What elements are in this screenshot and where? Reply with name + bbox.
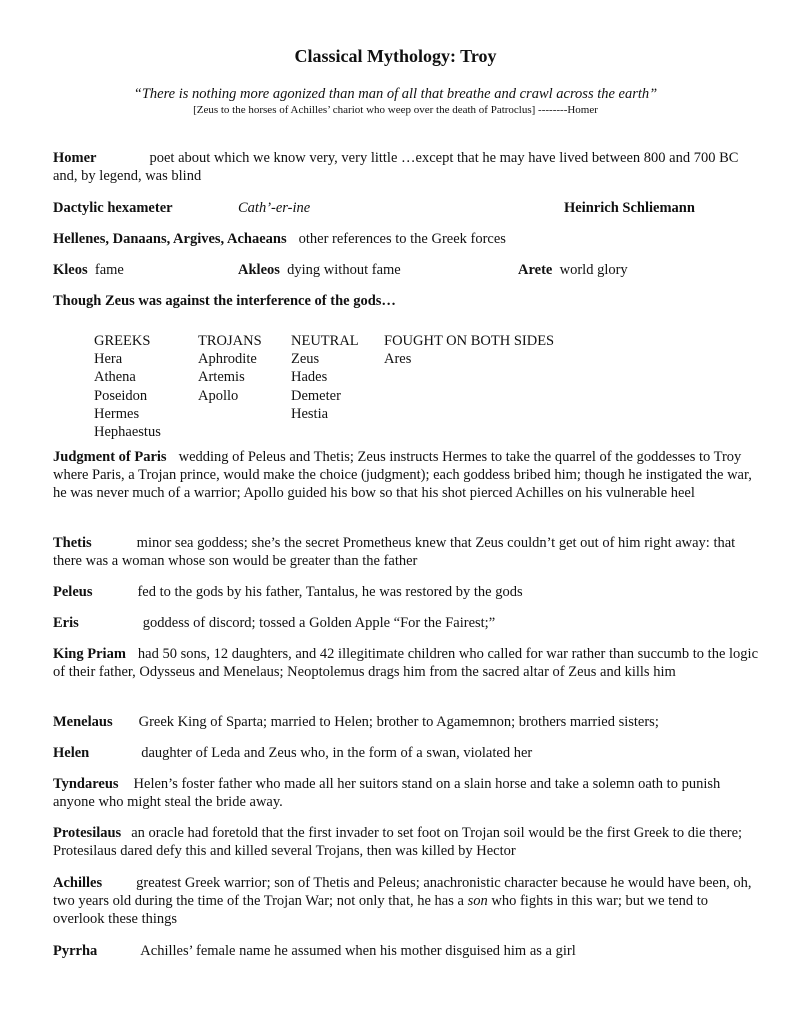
term: Akleos [238, 262, 280, 278]
god-name: Zeus [291, 351, 320, 368]
god-name: Athena [94, 369, 136, 386]
column-neutral [291, 332, 359, 423]
column-trojans [198, 332, 262, 405]
god-name: Hephaestus [94, 424, 161, 441]
entry-homer [53, 149, 759, 185]
term: Kleos [53, 262, 88, 278]
term: King Priam [53, 646, 126, 662]
god-name: Aphrodite [198, 351, 257, 368]
definition: minor sea goddess; she’s the secret Prometheus knew that Zeus couldn’t get out of him right away: that there was a woman whose son would be greater than the father [53, 535, 736, 569]
definition: dying without fame [287, 262, 401, 278]
pronunciation: Cath’-er-ine [238, 200, 311, 216]
definition: daughter of Leda and Zeus who, in the form of a swan, violated her [141, 745, 533, 761]
column-header: GREEKS [94, 333, 151, 349]
term: Thetis [53, 535, 92, 551]
definition-continued: who fights in this war; but we tend to overlook these things [53, 893, 709, 927]
term: Protesilaus [53, 825, 122, 841]
definition: wedding of Peleus and Thetis; Zeus instructs Hermes to take the quarrel of the goddesses to Troy where Paris, a Trojan prince, would make the choice (judgment); each goddess bribed him; though he instigated the war, he was never much of a warrior; Apollo guided his bow so that his shot pierced Achilles on his vulnerable heel [53, 449, 752, 501]
term: Judgment of Paris [53, 449, 167, 465]
entry-akleos [238, 261, 401, 279]
term-schliemann: Heinrich Schliemann [564, 200, 695, 216]
entry-eris [53, 614, 759, 632]
page-title: Classical Mythology: Troy [294, 46, 497, 66]
column-header: NEUTRAL [291, 333, 359, 349]
entry-protesilaus [53, 824, 759, 860]
entry-kleos [53, 261, 124, 279]
definition: Greek King of Sparta; married to Helen; brother to Agamemnon; brothers married sisters; [138, 714, 659, 730]
god-name: Poseidon [94, 387, 148, 404]
god-name: Hades [291, 369, 328, 386]
definition: poet about which we know very, very little …except that he may have lived between 800 and 700 BC and, by legend, was blind [53, 150, 739, 184]
entry-peleus [53, 583, 759, 601]
definition: had 50 sons, 12 daughters, and 42 illegitimate children who called for war rather than succumb to the logic of their father, Odysseus and Menelaus; Neoptolemus drags him from the sacred altar of Zeus and kills him [53, 646, 759, 680]
god-name: Hermes [94, 405, 140, 422]
column-both-sides [384, 332, 554, 368]
entry-king-priam [53, 645, 759, 681]
god-name: Hera [94, 351, 123, 368]
term: Menelaus [53, 714, 113, 730]
god-name: Apollo [198, 387, 239, 404]
term: Arete [518, 262, 553, 278]
column-header: FOUGHT ON BOTH SIDES [384, 333, 555, 349]
entry-helen [53, 744, 759, 762]
entry-achilles [53, 874, 759, 928]
column-header: TROJANS [198, 333, 262, 349]
gods-intro: Though Zeus was against the interference of the gods… [53, 293, 396, 309]
term: Homer [53, 150, 97, 166]
god-name: Hestia [291, 405, 329, 422]
term: Eris [53, 615, 79, 631]
term: Pyrrha [53, 943, 98, 959]
term: Hellenes, Danaans, Argives, Achaeans [53, 231, 287, 247]
entry-hellenes [53, 230, 759, 248]
definition: Helen’s foster father who made all her suitors stand on a slain horse and take a solemn oath to punish anyone who might steal the bride away. [53, 776, 721, 810]
entry-tyndareus [53, 775, 759, 811]
definition: goddess of discord; tossed a Golden Apple “For the Fairest;” [142, 615, 496, 631]
entry-thetis [53, 534, 759, 570]
god-name: Ares [384, 351, 412, 368]
term: Tyndareus [53, 776, 119, 792]
entry-pyrrha [53, 942, 759, 960]
definition: Achilles’ female name he assumed when his mother disguised him as a girl [140, 943, 576, 959]
term: Achilles [53, 875, 103, 891]
entry-judgment-of-paris [53, 448, 759, 502]
definition: other references to the Greek forces [298, 231, 506, 247]
entry-menelaus [53, 713, 759, 731]
definition: fed to the gods by his father, Tantalus, he was restored by the gods [137, 584, 523, 600]
term-dactylic-hexameter: Dactylic hexameter [53, 200, 173, 216]
epigraph-quote: “There is nothing more agonized than man of all that breathe and crawl across the earth” [133, 86, 658, 102]
entry-arete [518, 261, 628, 279]
definition: greatest Greek warrior; son of Thetis and Peleus; anachronistic character because he would have been, oh, two years old during the time of the Trojan War; not only that, he has a [53, 875, 752, 909]
definition: an oracle had foretold that the first invader to set foot on Trojan soil would be the first Greek to die there; Protesilaus dared defy this and killed several Trojans, then was killed by Hector [53, 825, 743, 859]
god-name: Demeter [291, 387, 341, 404]
term: Peleus [53, 584, 93, 600]
definition: fame [94, 262, 124, 278]
column-greeks [94, 332, 161, 441]
definition-emphasis: son [467, 893, 488, 909]
definition: world glory [559, 262, 628, 278]
epigraph-source: [Zeus to the horses of Achilles’ chariot who weep over the death of Patroclus] --------Homer [193, 104, 598, 116]
god-name: Artemis [198, 369, 245, 386]
term: Helen [53, 745, 90, 761]
